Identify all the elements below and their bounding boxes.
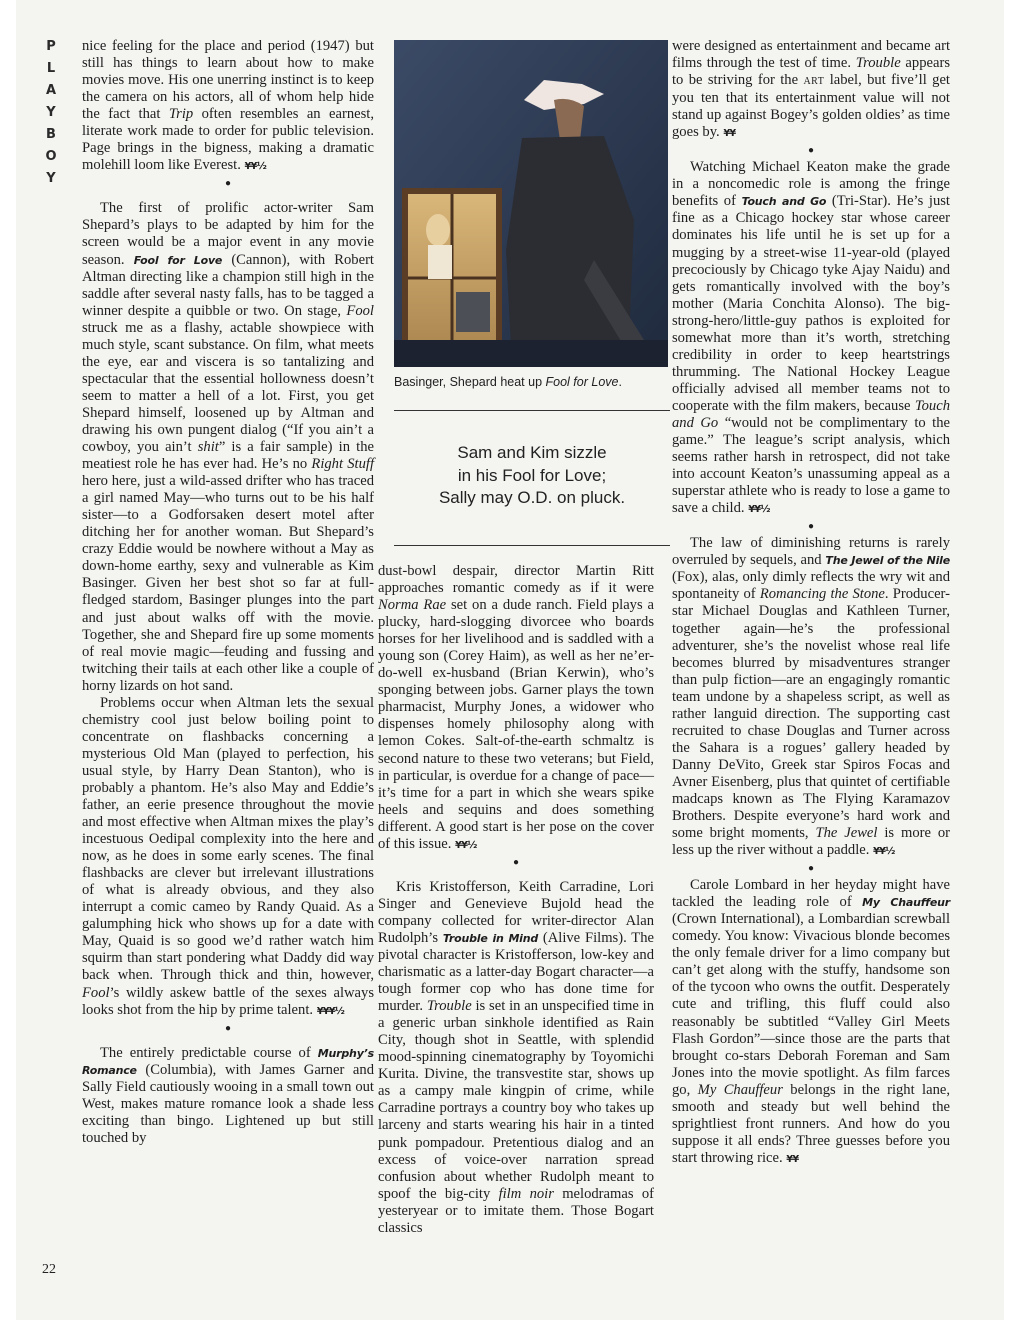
rule-bottom bbox=[394, 545, 670, 546]
film-title: My Chauffeur bbox=[862, 896, 950, 910]
magazine-letter: O bbox=[45, 149, 57, 164]
review-fool-paragraph: The first of prolific actor-writer Sam Shepard’s plays to be adapted by him for the screen would be a major event in any movie season. Fool for Love (Cannon), with Robert Altman directing like a champion still high in the saddle after several nasty falls, has to be tagged a winner despite a quibble or two. On stage, Fool struck me as a flashy, actable showpiece with much style, scant substance. On film, what meets the eye, ear and viscera is so tantalizing and spectacular that the essential hollowness doesn’t seem to matter a hell of a lot. First, you get Shepard himself, loosened up by Altman and drawing his own pungent dialog (“If you ain’t a cowboy, you ain’t shit” is a fair sample) in the meatiest role he has ever had. He’s no Right Stuff hero here, just a wild-assed drifter who has traced a girl named May—who turns out to be his half sister—to a Godforsaken desert motel after ditching her for another woman. But Shepard’s crazy Eddie would be nowhere without a May as down-home earthy, sexy and vulnerable as Kim Basinger. Given her best shot so far at full-fledged stardom, Basinger plunges into the part and just about walks off with the movie. Together, she and Shepard fire up some moments of real movie magic—feuding and fussing and twitching their tails at each other like a couple of horny lizards on hot sand. bbox=[82, 200, 374, 694]
review-trouble-continued: were designed as entertainment and became art films through the test of time. Trouble appears to be striving for the ART label, but five’ll get you ten that its entertainment value will not stand up against Bogey’s golden oldies’ as time goes by. ¥¥ bbox=[672, 38, 950, 141]
review-trouble-paragraph: Kris Kristofferson, Keith Carradine, Lori Singer and Genevieve Bujold head the company collected for writer-director Alan Rudolph’s Trouble in Mind (Alive Films). The pivotal character is Kristofferson, low-key and charismatic as a latter-day Bogart character—a tough former cop who has done time for murder. Trouble is set in an unspecified time in a generic urban sinkhole identified as Rain City, though shot in Seattle, with splendid mood-spinning cinematography by Toyomichi Kurita. Divine, the transvestite star, shows up as a campy male kingpin of crime, while Carradine portrays a country boy who takes up larceny and starts wearing his hair in a tinted punk pompadour. Pretentious dialog and an excess of voice-over narration spread confusion about whether Rudolph meant to spoof the big-city film noir melodramas of yesteryear or to imitate them. Those Bogart classics bbox=[378, 878, 655, 1236]
magazine-name-vertical bbox=[44, 36, 58, 190]
rabbit-head-icon: ¥¥½ bbox=[244, 161, 266, 173]
review-murphy-paragraph: The entirely predictable course of Murphy’s Romance (Columbia), with James Garner and Sally Field cautiously wooing in a small town out West, makes mature romance look a shade less exciting than bingo. Lightened up but still touched by bbox=[82, 1044, 374, 1146]
review-fool-paragraph-2: Problems occur when Altman lets the sexual chemistry cool just below boiling point to concentrate on flashbacks concerning a mysterious Old Man (played to perfection, his usual style, by Harry Dean Stanton), who is probably a phantom. He’s also May and Eddie’s father, an eerie presence throughout the movie and most effective when Altman mixes the play’s incestuous Oedipal complexity into the here and now, as he does in some early scenes. The final flashbacks are clever but irrelevant illustrations of what is already obvious, and they also interrupt a comic cameo by Randy Quaid. As a galumphing hick who shows up for a date with May, Quaid is so good we’d rather watch him squirm than start pondering what Daddy did way back when. Through thick and thin, however, Fool’s wildly askew battle of the sexes always looks shot from the hip by prime talent. ¥¥¥½ bbox=[82, 694, 374, 1018]
rabbit-head-icon: ¥¥ bbox=[786, 1153, 799, 1165]
separator-bullet: ● bbox=[224, 178, 232, 190]
rabbit-head-icon: ¥¥¥½ bbox=[316, 1005, 344, 1017]
rabbit-head-icon: ¥¥ bbox=[723, 128, 736, 140]
column-right bbox=[672, 38, 950, 1168]
review-jewel-paragraph: The law of diminishing returns is rarely overruled by sequels, and The Jewel of the Nile (Fox), alas, only dimly reflects the wry wit and spontaneity of Romancing the Stone. Producer-star Michael Douglas and Kathleen Turner, together again—he’s the professional adventurer, she’s the novelist whose real life becomes blurred by misadventures stranger than pulp fiction—are an engagingly romantic team undone by a shapeless script, as well as rather languid direction. The supporting cast recruited to chase Douglas and Turner across the Sahara is a rogues’ gallery headed by Danny DeVito, Greek star Spiros Focas and Avner Eisenberg, plus that quintet of certifiable madcaps known as The Flying Karamazov Brothers. Despite everyone’s hard work and some bright moments, The Jewel is more or less up the river without a paddle. ¥¥½ bbox=[672, 535, 950, 859]
page-number: 22 bbox=[42, 1262, 56, 1277]
film-title: Touch and Go bbox=[741, 195, 827, 209]
magazine-letter: A bbox=[45, 83, 57, 98]
pull-quote: Sam and Kim sizzle in his Fool for Love; Sally may O.D. on pluck. bbox=[438, 443, 626, 507]
rabbit-head-icon: ¥¥½ bbox=[873, 846, 895, 858]
film-title: The Jewel of the Nile bbox=[825, 554, 950, 568]
column-left bbox=[82, 38, 374, 1147]
separator-bullet: ● bbox=[807, 863, 815, 875]
rabbit-head-icon: ¥¥½ bbox=[455, 839, 477, 851]
column-middle bbox=[378, 563, 654, 1237]
separator-bullet: ● bbox=[512, 856, 520, 868]
magazine-letter: L bbox=[46, 61, 56, 76]
magazine-page bbox=[16, 0, 1004, 1320]
photo-caption: Basinger, Shepard heat up Fool for Love. bbox=[394, 375, 622, 389]
film-still-photo bbox=[394, 40, 668, 367]
review-chauffeur-paragraph: Carole Lombard in her heyday might have tackled the leading role of My Chauffeur (Crown International), a Lombardian screwball comedy. You know: Vivacious blonde becomes the only female driver for a limo company but can’t get along with the stuffy, handsome son of the tycoon who owns the outfit. Desperately cute and trifling, this fluff could also reasonably be subtitled “Valley Girl Meets Flash Gordon”—since those are the parts that brought co-stars Deborah Foreman and Sam Jones into the movie spotlight. As film farces go, My Chauffeur belongs in the right lane, smooth and steady but well behind the sprightliest front runners. And how do you suppose it all ends? Three guesses before you start throwing rice. ¥¥ bbox=[672, 877, 951, 1166]
review-trip-paragraph: nice feeling for the place and period (1947) but still has things to learn about how to make movies move. His one unerring instinct is to keep the camera on his actors, all of whom help hide the fact that Trip often resembles an earnest, literate work made to order for public television. Page brings in the bigness, making a dramatic molehill loom like Everest. ¥¥½ bbox=[82, 38, 374, 174]
magazine-letter: Y bbox=[46, 171, 56, 186]
film-title: Fool for Love bbox=[133, 253, 223, 267]
separator-bullet: ● bbox=[807, 521, 815, 533]
magazine-letter: P bbox=[46, 39, 56, 54]
separator-bullet: ● bbox=[807, 145, 815, 157]
review-murphy-continued: dust-bowl despair, director Martin Ritt approaches romantic comedy as if it were Norma Rae set on a dude ranch. Field plays a plucky, hard-slogging divorcee who boards horses for her livelihood and is saddled with a young son (Corey Haim), as well as her ne’er-do-well ex-husband (Brian Kerwin), who’s sponging between jobs. Garner plays the town pharmacist, Murphy Jones, a widower who dispenses homely philosophy along with lemon Cokes. Salt-of-the-earth schmaltz is second nature to these two veterans; but Field, in particular, is overdue for a change of pace—it’s time for a part in which she wears spike heels and sequins and does something different. A good start is her pose on the cover of this issue. ¥¥½ bbox=[378, 563, 654, 852]
separator-bullet: ● bbox=[224, 1022, 232, 1034]
magazine-letter: Y bbox=[46, 105, 56, 120]
rabbit-head-icon: ¥¥½ bbox=[748, 504, 770, 516]
review-touch-paragraph: Watching Michael Keaton make the grade in a noncomedic role is among the fringe benefits of Touch and Go (Tri-Star). He’s just fine as a Chicago hockey star whose career dominates his life until he is set up for a mugging by a street-wise 11-year-old (played precociously by Chicago tyke Ajay Naidu) and gets romantically involved with the boy’s mother (Maria Conchita Alonso). The big-strong-hero/little-guy pathos is exploited for somewhat more than it’s worth, stretching credibility in order to keep heartstrings thrumming. The National Hockey League officially advised all member teams not to cooperate with the film makers, because Touch and Go “would not be complimentary to the game.” The league’s script analysis, which seems rather harsh in retrospect, did not take into account Keaton’s unassuming appeal as a superstar athlete who is ready to lose a game to save a child. ¥¥½ bbox=[672, 159, 950, 517]
film-title: Trouble in Mind bbox=[442, 931, 539, 945]
film-title: Murphy’s Romance bbox=[82, 1046, 374, 1077]
photo-illustration bbox=[394, 40, 668, 367]
magazine-letter: B bbox=[46, 127, 56, 142]
rule-top bbox=[394, 410, 670, 411]
